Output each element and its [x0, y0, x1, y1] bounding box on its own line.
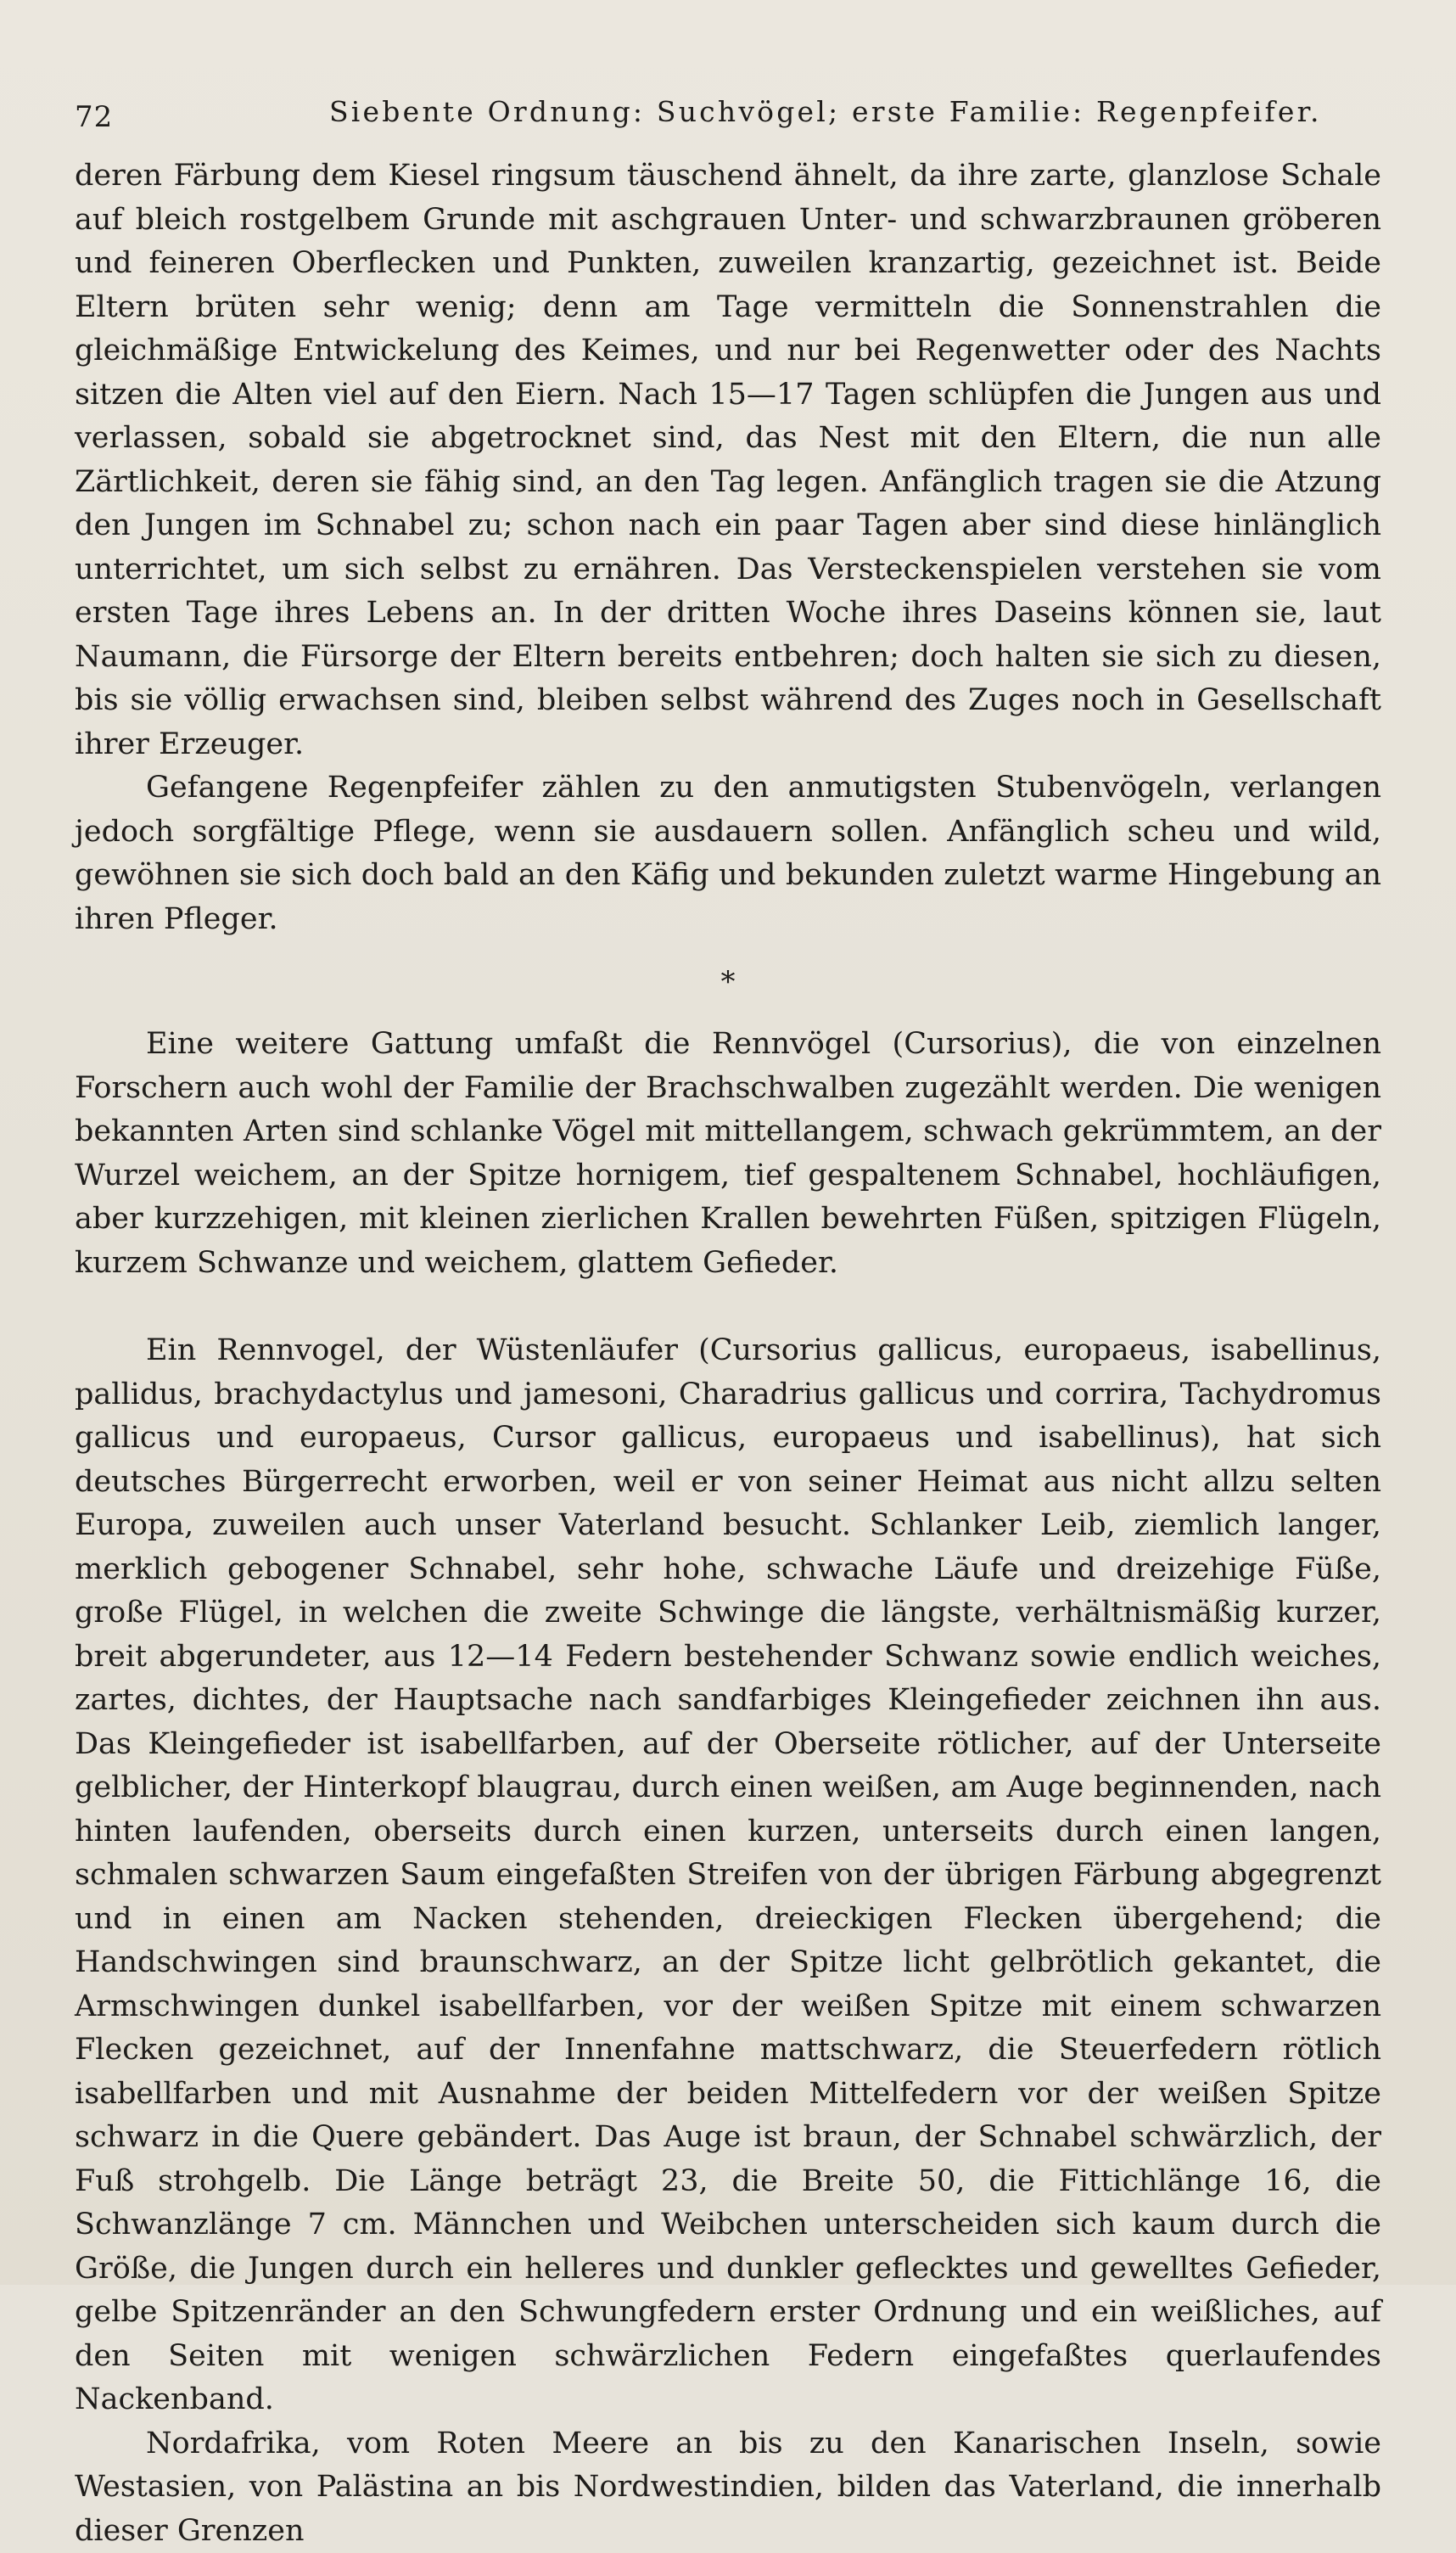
- page-number: 72: [75, 100, 113, 134]
- paragraph-continued: deren Färbung dem Kiesel ringsum täuschend ähnelt, da ihre zarte, glanzlose Schale auf bleich rostgelbem Grunde mit aschgrauen Unter- und schwarzbraunen gröberen und feineren Oberflecken und Punkten, zuweilen kranzartig, gezeichnet ist. Beide Eltern brüten sehr wenig; denn am Tage vermitteln die Sonnenstrahlen die gleichmäßige Entwickelung des Keimes, und nur bei Regenwetter oder des Nachts sitzen die Alten viel auf den Eiern. Nach 15—17 Tagen schlüpfen die Jungen aus und verlassen, sobald sie abgetrocknet sind, das Nest mit den Eltern, die nun alle Zärtlichkeit, deren sie fähig sind, an den Tag legen. Anfänglich tragen sie die Atzung den Jungen im Schnabel zu; schon nach ein paar Tagen aber sind diese hinlänglich unterrichtet, um sich selbst zu ernähren. Das Versteckenspielen verstehen sie vom ersten Tage ihres Lebens an. In der dritten Woche ihres Daseins können sie, laut Naumann, die Fürsorge der Eltern bereits entbehren; doch halten sie sich zu diesen, bis sie völlig erwachsen sind, bleiben selbst während des Zuges noch in Gesellschaft ihrer Erzeuger.: [75, 154, 1381, 766]
- paragraph-coursers-genus: Eine weitere Gattung umfaßt die Rennvögel (Cursorius), die von einzelnen Forschern auch wohl der Familie der Brachschwalben zugezählt werden. Die wenigen bekannten Arten sind schlanke Vögel mit mittellangem, schwach gekrümmtem, an der Wurzel weichem, an der Spitze hornigem, tief gespaltenem Schnabel, hochläufigen, aber kurzzehigen, mit kleinen zierlichen Krallen bewehrten Füßen, spitzigen Flügeln, kurzem Schwanze und weichem, glattem Gefieder.: [75, 1023, 1381, 1285]
- body-text: [75, 154, 1381, 2553]
- page-header: [75, 87, 1381, 137]
- paragraph-distribution: Nordafrika, vom Roten Meere an bis zu den Kanarischen Inseln, sowie Westasien, von Palästina an bis Nordwestindien, bilden das Vaterland, die innerhalb dieser Grenzen: [75, 2422, 1381, 2553]
- paragraph-cream-colored-courser: Ein Rennvogel, der Wüstenläufer (Cursorius gallicus, europaeus, isabellinus, pallidus, brachydactylus und jamesoni, Charadrius gallicus und corrira, Tachydromus gallicus und europaeus, Cursor gallicus, europaeus und isabellinus), hat sich deutsches Bürgerrecht erworben, weil er von seiner Heimat aus nicht allzu selten Europa, zuweilen auch unser Vaterland besucht. Schlanker Leib, ziemlich langer, merklich gebogener Schnabel, sehr hohe, schwache Läufe und dreizehige Füße, große Flügel, in welchen die zweite Schwinge die längste, verhältnismäßig kurzer, breit abgerundeter, aus 12—14 Federn bestehender Schwanz sowie endlich weiches, zartes, dichtes, der Hauptsache nach sandfarbiges Kleingefieder zeichnen ihn aus. Das Kleingefieder ist isabellfarben, auf der Oberseite rötlicher, auf der Unterseite gelblicher, der Hinterkopf blaugrau, durch einen weißen, am Auge beginnenden, nach hinten laufenden, oberseits durch einen kurzen, unterseits durch einen langen, schmalen schwarzen Saum eingefaßten Streifen von der übrigen Färbung abgegrenzt und in einen am Nacken stehenden, dreieckigen Flecken übergehend; die Handschwingen sind braunschwarz, an der Spitze licht gelbrötlich gekantet, die Armschwingen dunkel isabellfarben, vor der weißen Spitze mit einem schwarzen Flecken gezeichnet, auf der Innenfahne mattschwarz, die Steuerfedern rötlich isabellfarben und mit Ausnahme der beiden Mittelfedern vor der weißen Spitze schwarz in die Quere gebändert. Das Auge ist braun, der Schnabel schwärzlich, der Fuß strohgelb. Die Länge beträgt 23, die Breite 50, die Fittichlänge 16, die Schwanzlänge 7 cm. Männchen und Weibchen unterscheiden sich kaum durch die Größe, die Jungen durch ein helleres und dunkler geflecktes und gewelltes Gefieder, gelbe Spitzenränder an den Schwungfedern erster Ordnung und ein weißliches, auf den Seiten mit wenigen schwärzlichen Federn eingefaßtes querlaufendes Nackenband.: [75, 1329, 1381, 2422]
- paragraph-gap: [75, 1285, 1381, 1329]
- running-head: Siebente Ordnung: Suchvögel; erste Familie: Regenpfeifer.: [329, 95, 1322, 128]
- paragraph-captive-plovers: Gefangene Regenpfeifer zählen zu den anmutigsten Stubenvögeln, verlangen jedoch sorgfältige Pflege, wenn sie ausdauern sollen. Anfänglich scheu und wild, gewöhnen sie sich doch bald an den Käfig und bekunden zuletzt warme Hingebung an ihren Pfleger.: [75, 766, 1381, 941]
- section-separator: *: [75, 965, 1381, 999]
